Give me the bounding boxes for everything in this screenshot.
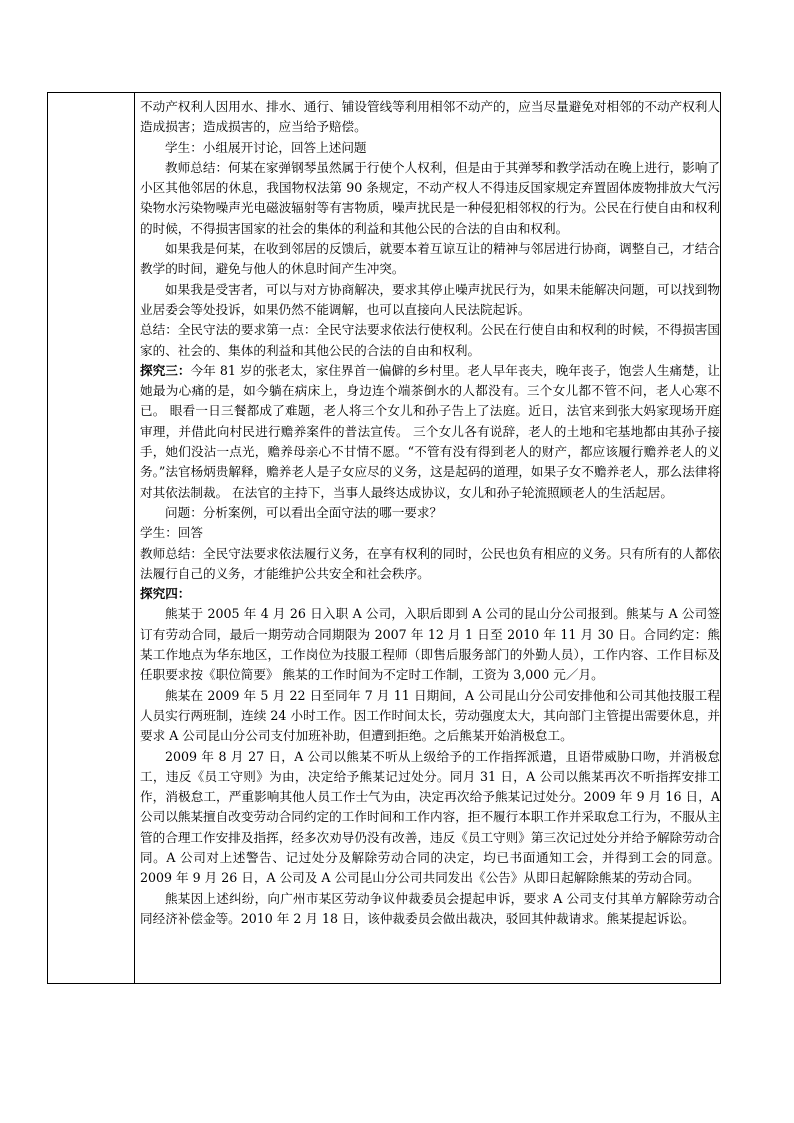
paragraph-student-discussion: 学生：小组展开讨论，回答上述问题 (165, 139, 367, 155)
column-divider (134, 93, 135, 983)
paragraph-question: 问题：分析案例，可以看出全面守法的哪一要求？ (165, 504, 443, 520)
paragraph-xiong-case-3: 2009 年 8 月 27 日，A 公司以熊某不听从上级给予的工作指挥派遣，且语带威胁口吻，并消极怠工，违反《员工守则》为由，决定给予熊某记过处分。同月 31 日，A 公司以熊某再次不听指挥安排工作，消极怠工，严重影响其他人员工作士气为由，决定再次给予熊某记过处分。2009 年 9 月 16 日，A 公司以熊某擅自改变劳动合同约定的工作时间和工作内容，拒不履行本职工作并采取怠工行为，不服从主管的合理工作安排及指挥，经多次劝导仍没有改善，违反《员工守则》第三次记过处分并给予解除劳动合同。A 公司对上述警告、记过处分及解除劳动合同的决定，均已书面通知工会，并得到工会的同意。 2009 年 9 月 26 日，A 公司及 A 公司昆山分公司共同发出《公告》从即日起解除熊某的劳动合同。 (140, 748, 720, 886)
paragraph-neighbor-rights: 不动产权利人因用水、排水、通行、铺设管线等利用相邻不动产的，应当尽量避免对相邻的不动产权利人造成损害；造成损害的，应当给予赔偿。 (140, 99, 720, 135)
paragraph-teacher-summary-2: 教师总结：全民守法要求依法履行义务，在享有权利的同时，公民也负有相应的义务。只有所有的人都依法履行自己的义务，才能维护公共安全和社会秩序。 (140, 545, 720, 581)
lesson-table (47, 92, 721, 984)
paragraph-xiong-case-4: 熊某因上述纠纷，向广州市某区劳动争议仲裁委员会提起申诉，要求 A 公司支付其单方解除劳动合同经济补偿金等。2010 年 2 月 18 日，该仲裁委员会做出裁决，驳回其仲裁请求。熊某提起诉讼。 (140, 890, 720, 926)
inquiry-three-label: 探究三： (140, 362, 191, 378)
inquiry-four-label: 探究四： (140, 586, 191, 602)
lesson-content (140, 97, 720, 929)
left-column-cell (48, 93, 134, 983)
paragraph-if-i-were-victim: 如果我是受害者，可以与对方协商解决，要求其停止噪声扰民行为，如果未能解决问题，可以找到物业居委会等处投诉，如果仍然不能调解，也可以直接向人民法院起诉。 (140, 281, 720, 317)
inquiry-three-text: 今年 81 岁的张老太，家住界首一偏僻的乡村里。老人早年丧夫，晚年丧子，饱尝人生痛楚，让她最为心痛的是，如今躺在病床上，身边连个端茶倒水的人都没有。三个女儿都不管不问，老人心寒不已。 眼看一日三餐都成了难题，老人将三个女儿和孙子告上了法庭。近日，法官来到张大妈家现场开庭审理，并借此向村民进行赡养案件的普法宣传。 三个女儿各有说辞，老人的土地和宅基地都由其孙子接手，她们没沾一点光，赡养母亲心不甘情不愿。“不管有没有得到老人的财产，都应该履行赡养老人的义务。”法官杨炳贵解释，赡养老人是子女应尽的义务，这是起码的道理，如果子女不赡养老人，那么法律将对其依法制裁。 在法官的主持下，当事人最终达成协议，女儿和孙子轮流照顾老人的生活起居。 (140, 362, 720, 500)
paragraph-teacher-summary-1: 教师总结：何某在家弹钢琴虽然属于行使个人权利，但是由于其弹琴和教学活动在晚上进行，影响了小区其他邻居的休息，我国物权法第 90 条规定，不动产权人不得违反国家规定弃置固体废物排放大气污染物水污染物噪声光电磁波辐射等有害物质，噪声扰民是一种侵犯相邻权的行为。公民在行使自由和权利的时候，不得损害国家的社会的集体的利益和其他公民的合法的自由和权利。 (140, 159, 720, 236)
paragraph-xiong-case-2: 熊某在 2009 年 5 月 22 日至同年 7 月 11 日期间，A 公司昆山分公司安排他和公司其他技服工程人员实行两班制，连续 24 小时工作。因工作时间太长，劳动强度太大，其向部门主管提出需要休息，并要求 A 公司昆山分公司支付加班补助，但遭到拒绝。之后熊某开始消极怠工。 (140, 687, 720, 744)
paragraph-student-answer: 学生：回答 (140, 525, 203, 541)
paragraph-if-i-were-he: 如果我是何某，在收到邻居的反馈后，就要本着互谅互让的精神与邻居进行协商，调整自己，才结合教学的时间，避免与他人的休息时间产生冲突。 (140, 241, 720, 277)
paragraph-xiong-case-1: 熊某于 2005 年 4 月 26 日入职 A 公司，入职后即到 A 公司的昆山分公司报到。熊某与 A 公司签订有劳动合同，最后一期劳动合同期限为 2007 年 12 月 1 日至 2010 年 11 月 30 日。合同约定：熊某工作地点为华东地区，工作岗位为技服工程师（即售后服务部门的外勤人员），工作内容、工作目标及任职要求按《职位简要》 熊某的工作时间为不定时工作制，工资为 3,000 元／月。 (140, 606, 720, 683)
paragraph-summary-point-one: 总结：全民守法的要求第一点：全民守法要求依法行使权利。公民在行使自由和权利的时候，不得损害国家的、社会的、集体的利益和其他公民的合法的自由和权利。 (140, 322, 720, 358)
paragraph-inquiry-three (140, 361, 720, 503)
